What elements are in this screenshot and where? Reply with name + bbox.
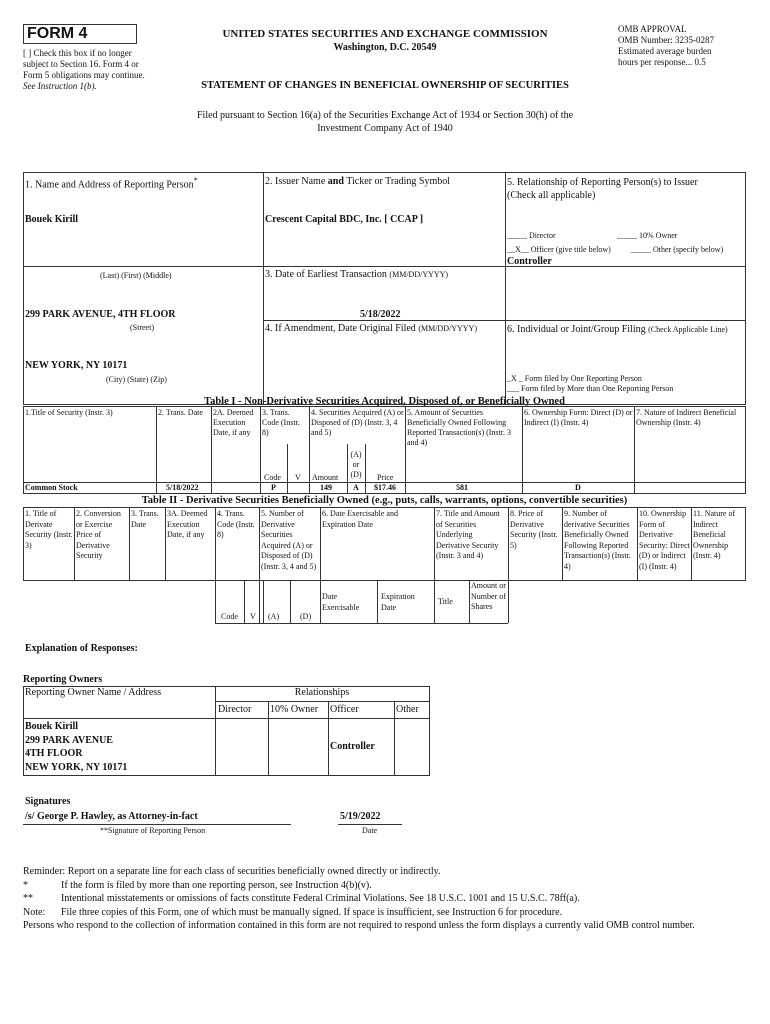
t1-h2a: 2A. Deemed Execution Date, if any <box>213 408 254 437</box>
t2-sub-title: Title <box>438 597 453 606</box>
t2-h9: 9. Number of derivative Securities Beneficially Owned Following Reported Transaction(s) (Instr. 4) <box>564 509 631 571</box>
t1-row-security: Common Stock <box>25 483 78 492</box>
t1-row-owned: 581 <box>456 483 468 492</box>
earliest-transaction-date: 5/18/2022 <box>360 309 401 320</box>
t1-h3: 3. Trans. Code (Instr. 8) <box>262 408 300 437</box>
filed-pursuant: Filed pursuant to Section 16(a) of the Securities Exchange Act of 1934 or Section 30(h) of the Investment Company Act of 1940 <box>196 110 574 134</box>
t2-sub-v: V <box>250 612 256 621</box>
t2-h10: 10. Ownership Form of Derivative Security: Direct (D) or Indirect (I) (Instr. 4) <box>639 509 690 571</box>
agency-title: UNITED STATES SECURITIES AND EXCHANGE COMMISSION <box>222 28 548 40</box>
t2-sub-expiration: Expiration Date <box>381 592 415 612</box>
t1-h4: 4. Securities Acquired (A) or Disposed of (D) (Instr. 3, 4 and 5) <box>311 408 404 437</box>
t1-h1: 1.Title of Security (Instr. 3) <box>25 408 113 417</box>
owner-officer-value: Controller <box>330 741 375 752</box>
t2-h1: 1. Title of Derivate Security (Instr. 3) <box>25 509 73 550</box>
t2-h7: 7. Title and Amount of Securities Underlying Derivative Security (Instr. 3 and 4) <box>436 509 501 560</box>
street-hint: (Street) <box>130 323 154 332</box>
reporting-person-name: Bouek Kirill <box>25 214 79 225</box>
omb-approval: OMB APPROVAL OMB Number: 3235-0287 Estimated average burden hours per response... 0.5 <box>618 24 714 67</box>
t1-row-ad: A <box>353 483 359 492</box>
t1-row-date: 5/18/2022 <box>166 483 199 492</box>
box1-label: 1. Name and Address of Reporting Person* <box>25 176 198 191</box>
box5-label: 5. Relationship of Reporting Person(s) to Issuer (Check all applicable) <box>507 177 698 201</box>
signature-value: /s/ George P. Hawley, as Attorney-in-fact <box>25 811 198 822</box>
explanation-heading: Explanation of Responses: <box>25 643 138 654</box>
t1-sub-v: V <box>295 473 301 482</box>
t2-sub-d: (D) <box>300 612 312 621</box>
t1-sub-amount: Amount <box>312 473 339 482</box>
t1-h2: 2. Trans. Date <box>158 408 203 417</box>
officer-title: Controller <box>507 256 552 267</box>
t2-h6: 6. Date Exercisable and Expiration Date <box>322 509 398 529</box>
t1-row-price: $17.46 <box>374 483 396 492</box>
reporting-owners-heading: Reporting Owners <box>23 674 103 685</box>
t1-row-form: D <box>575 483 581 492</box>
t2-h3: 3. Trans. Date <box>131 509 159 529</box>
owner-col-name: Reporting Owner Name / Address <box>25 687 162 698</box>
box3-label: 3. Date of Earliest Transaction (MM/DD/YYYY) <box>265 269 449 280</box>
one-person-filing[interactable]: _X _ Form filed by One Reporting Person <box>507 374 642 383</box>
agency-city: Washington, D.C. 20549 <box>333 42 437 53</box>
t1-row-code: P <box>271 483 276 492</box>
t2-h2: 2. Conversion or Exercise Price of Derivative Security <box>76 509 121 560</box>
t1-sub-code: Code <box>264 473 281 482</box>
t2-h11: 11. Nature of Indirect Beneficial Ownership (Instr. 4) <box>693 509 736 560</box>
owner-col-other: Other <box>396 704 419 715</box>
form-title-box <box>23 24 137 44</box>
t1-sub-ad: (A) or (D) <box>350 450 362 479</box>
t2-sub-a: (A) <box>268 612 280 621</box>
officer-checkbox[interactable]: __X__ Officer (give title below) <box>507 245 611 254</box>
footer-notes: Reminder: Report on a separate line for each class of securities beneficially owned directly or indirectly. * If the form is filed by more than one reporting person, see Instruction 4(b)(v). ** Intentional misstatements or omissions of facts constitute Federal Criminal Violations. See 18 U.S.C. 1001 and 15 U.S.C. 78ff(a). Note: File three copies of this Form, one of which must be manually signed. If space is insufficient, see Instruction 6 for procedure. Persons who respond to the collection of information contained in this form are not required to respond unless the form displays a currently valid OMB control number. <box>23 866 695 931</box>
t1-row-amount: 149 <box>320 483 332 492</box>
t1-sub-price: Price <box>377 473 394 482</box>
signatures-heading: Signatures <box>25 796 71 807</box>
group-filing[interactable]: ___ Form filed by More than One Reporting Person <box>507 384 674 393</box>
box6-label: 6. Individual or Joint/Group Filing (Check Applicable Line) <box>507 324 728 335</box>
checkbox-note: [ ] Check this box if no longer subject to Section 16. Form 4 or Form 5 obligations may continue. See Instruction 1(b). <box>23 48 145 91</box>
signature-date: 5/19/2022 <box>340 811 381 822</box>
t2-sub-amount: Amount or Number of Shares <box>471 581 506 611</box>
owner-col-relationships: Relationships <box>294 687 350 698</box>
t2-sub-exercisable: Date Exercisable <box>322 592 360 612</box>
issuer-name: Crescent Capital BDC, Inc. [ CCAP ] <box>265 214 424 225</box>
name-hint: (Last) (First) (Middle) <box>100 271 172 280</box>
box4-label: 4. If Amendment, Date Original Filed (MM/DD/YYYY) <box>265 323 477 334</box>
owner-col-officer: Officer <box>330 704 359 715</box>
t2-sub-code: Code <box>221 612 238 621</box>
t2-h8: 8. Price of Derivative Security (Instr. 5) <box>510 509 558 550</box>
t2-h4: 4. Trans. Code (Instr. 8) <box>217 509 255 539</box>
t2-h3a: 3A. Deemed Execution Date, if any <box>167 509 208 539</box>
t1-h5: 5. Amount of Securities Beneficially Owned Following Reported Transaction(s) (Instr. 3 and 4) <box>407 408 511 447</box>
ten-pct-owner-checkbox[interactable]: _____ 10% Owner <box>617 231 678 240</box>
city-hint: (City) (State) (Zip) <box>106 375 167 384</box>
t1-h6: 6. Ownership Form: Direct (D) or Indirect (I) (Instr. 4) <box>524 408 633 427</box>
t2-h5: 5. Number of Derivative Securities Acquired (A) or Disposed of (D) (Instr. 3, 4 and 5) <box>261 509 317 571</box>
other-checkbox[interactable]: _____ Other (specify below) <box>631 245 724 254</box>
reporting-person-city: NEW YORK, NY 10171 <box>25 360 128 371</box>
director-checkbox[interactable]: _____ Director <box>507 231 556 240</box>
date-label: Date <box>362 826 378 835</box>
reporting-person-street: 299 PARK AVENUE, 4TH FLOOR <box>25 309 176 320</box>
signature-label: **Signature of Reporting Person <box>100 826 206 835</box>
owner-col-director: Director <box>218 704 252 715</box>
box2-label: 2. Issuer Name and Ticker or Trading Symbol <box>265 176 451 187</box>
owner-col-ten-pct: 10% Owner <box>270 704 319 715</box>
table1-title: Table I - Non-Derivative Securities Acquired, Disposed of, or Beneficially Owned <box>204 396 565 407</box>
table2-title: Table II - Derivative Securities Beneficially Owned (e.g., puts, calls, warrants, options, convertible securities) <box>141 495 628 506</box>
form-title: FORM 4 <box>27 25 88 42</box>
statement-title: STATEMENT OF CHANGES IN BENEFICIAL OWNERSHIP OF SECURITIES <box>201 80 569 91</box>
owner-address: Bouek Kirill 299 PARK AVENUE 4TH FLOOR NEW YORK, NY 10171 <box>25 721 128 773</box>
t1-h7: 7. Nature of Indirect Beneficial Ownership (Instr. 4) <box>636 408 737 427</box>
